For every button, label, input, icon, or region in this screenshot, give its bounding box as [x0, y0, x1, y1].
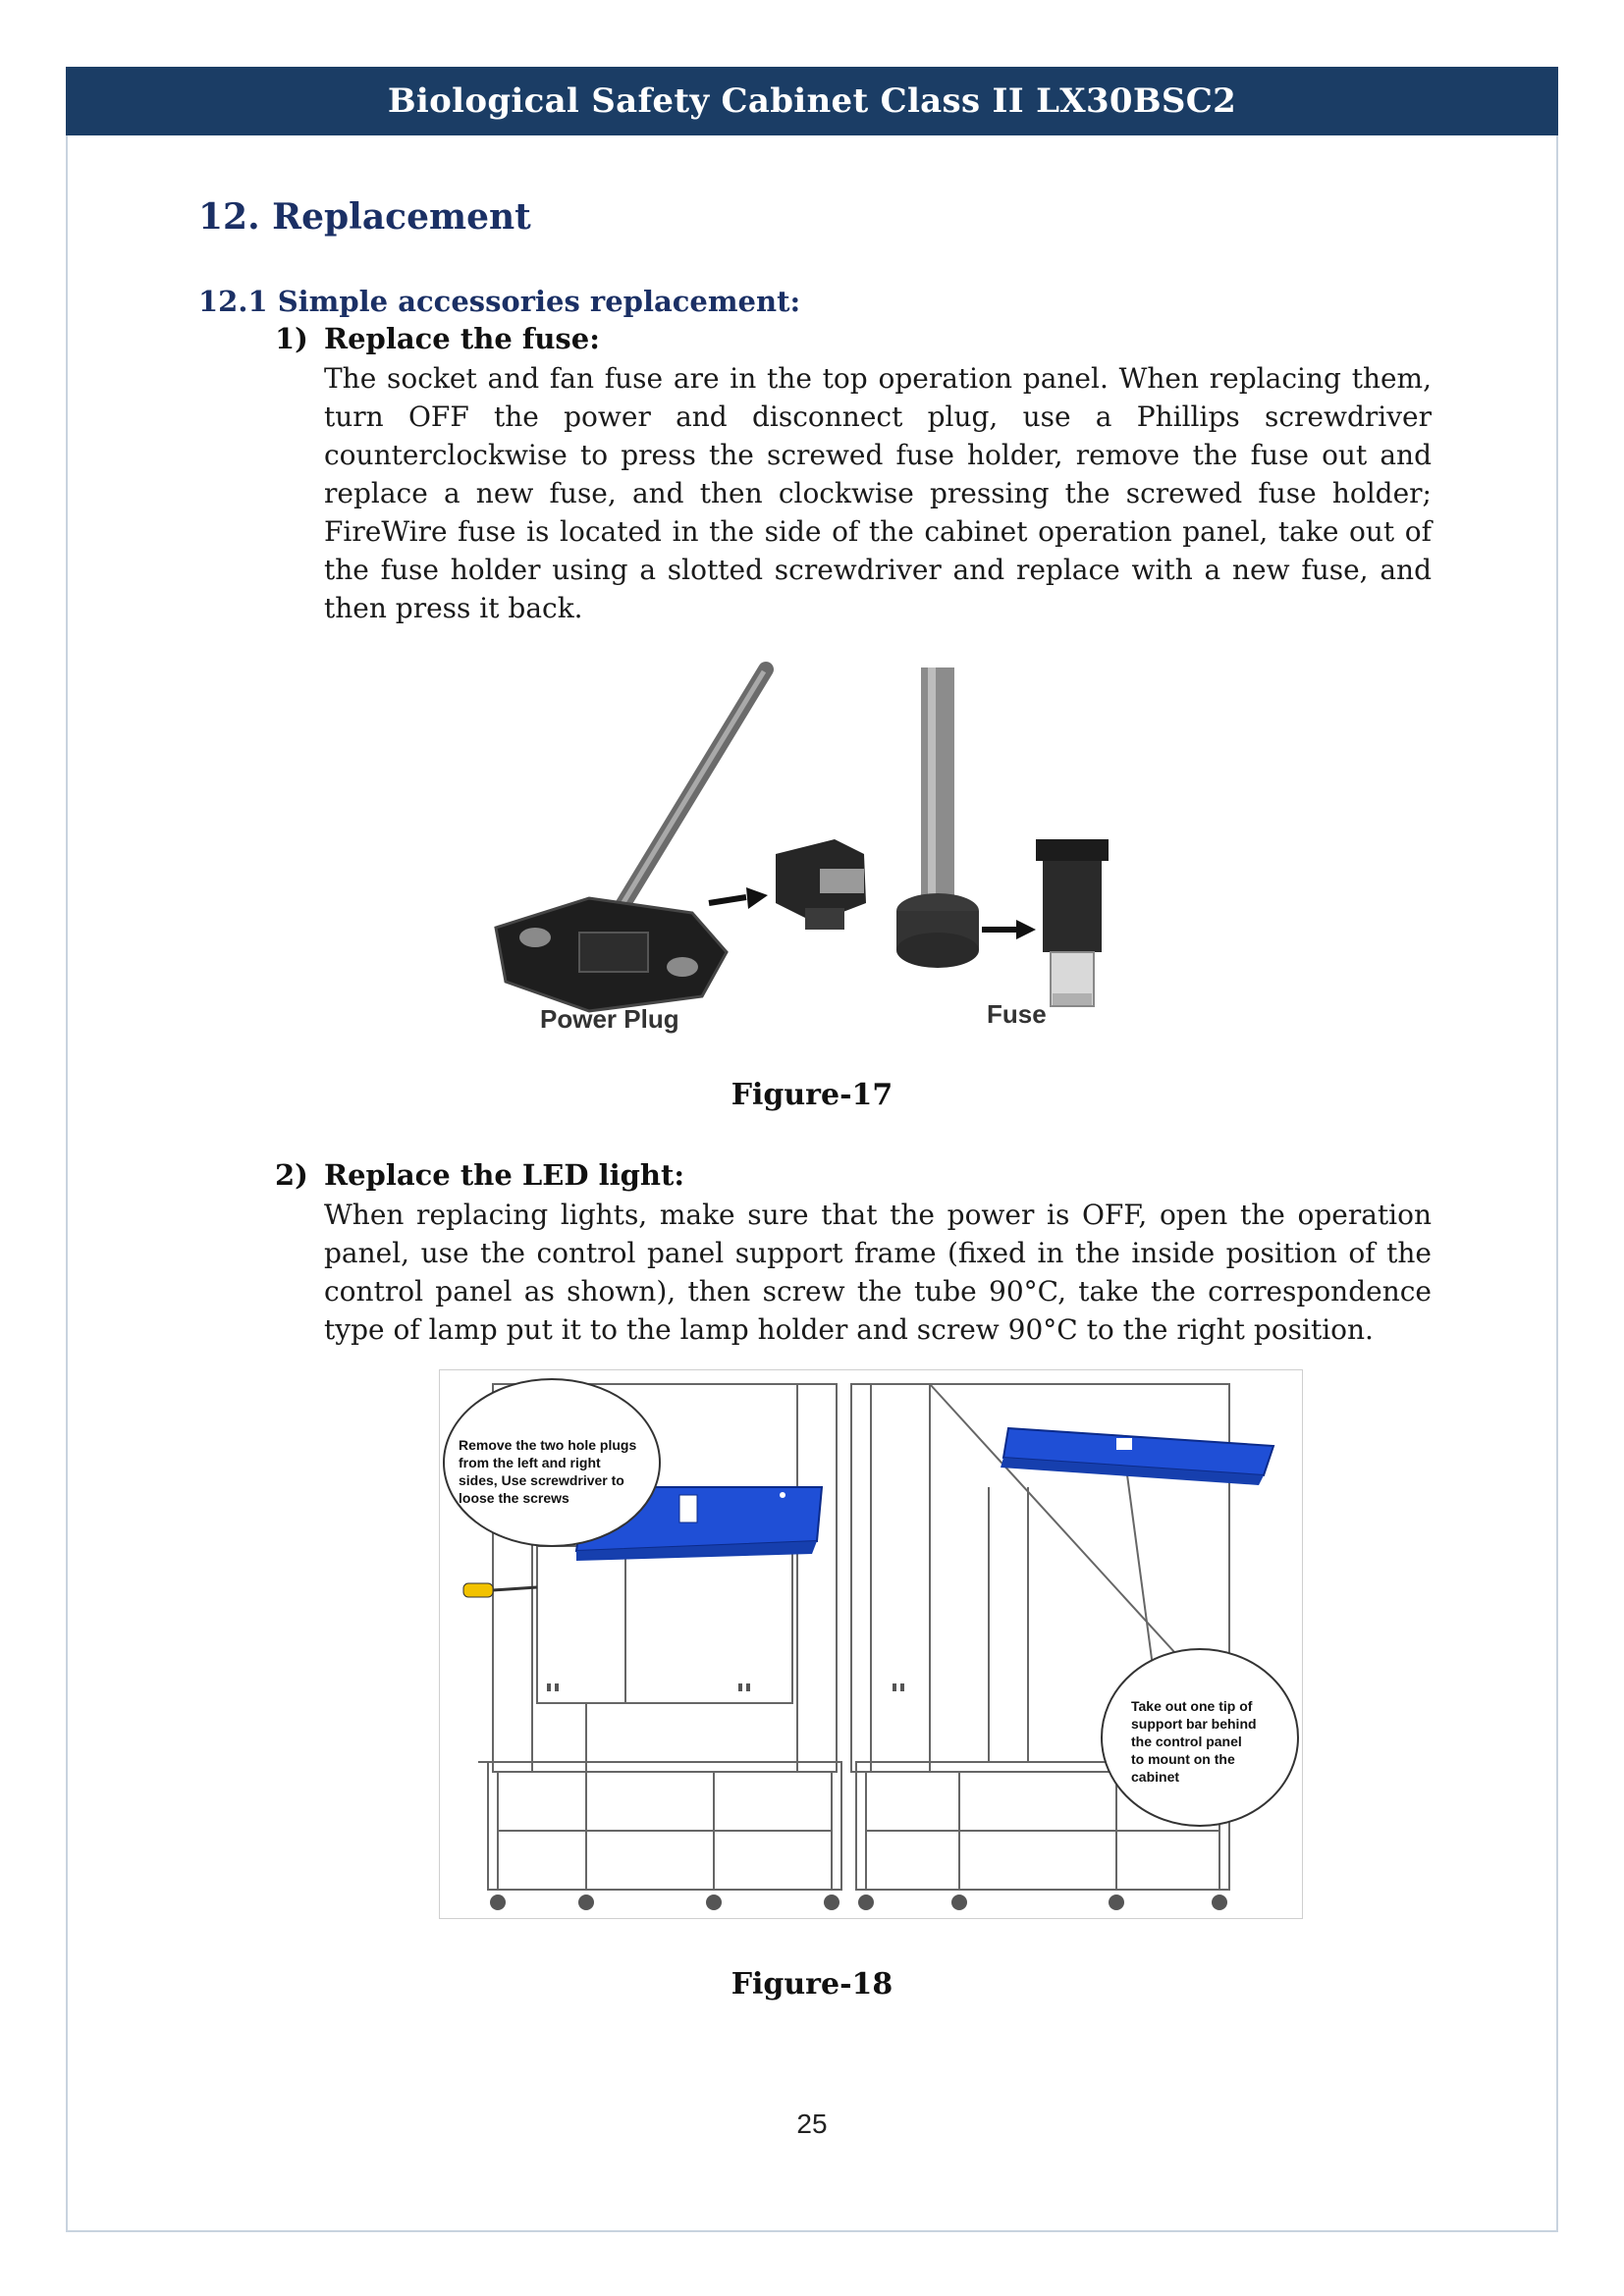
- figure-17-label-power-plug: Power Plug: [540, 1004, 679, 1034]
- item-1-heading: [275, 322, 600, 355]
- figure-18-bubble-right-line-3: the control panel: [1131, 1734, 1242, 1749]
- figure-18-bubble-left-line-1: Remove the two hole plugs: [459, 1437, 637, 1453]
- figure-18-bubble-right-line-1: Take out one tip of: [1131, 1698, 1253, 1714]
- page-number: 25: [796, 2109, 828, 2139]
- figure-18-bubble-left-line-4: loose the screws: [459, 1490, 569, 1506]
- figure-18-bubble-right-line-4: to mount on the: [1131, 1751, 1235, 1767]
- figure-17-label-fuse: Fuse: [987, 999, 1047, 1029]
- item-1-number: 1): [275, 322, 308, 355]
- item-2-heading: [275, 1158, 684, 1192]
- figure-18-caption: Figure-18: [731, 1967, 893, 2002]
- document-header: [66, 67, 1558, 135]
- subsection-title: 12.1 Simple accessories replacement:: [198, 285, 801, 318]
- item-2-title: Replace the LED light:: [324, 1158, 685, 1192]
- figure-18-bubble-left-line-2: from the left and right: [459, 1455, 601, 1470]
- figure-17-image: [481, 658, 1168, 1041]
- figure-18-bubble-right-line-5: cabinet: [1131, 1769, 1180, 1785]
- figure-18-bubble-right-line-2: support bar behind: [1131, 1716, 1257, 1732]
- item-2-number: 2): [275, 1158, 308, 1192]
- item-2-paragraph: When replacing lights, make sure that the power is OFF, open the operation panel, use the control panel support frame (fixed in the inside position of the control panel as shown), then screw the tube 90°C, take the correspondence type of lamp put it to the lamp holder and screw 90°C to the right position.: [324, 1199, 1432, 1346]
- figure-18-image: [439, 1369, 1303, 1919]
- figure-18-bubble-left-line-3: sides, Use screwdriver to: [459, 1472, 624, 1488]
- header-title: Biological Safety Cabinet Class II LX30BSC2: [387, 81, 1237, 121]
- item-1-title: Replace the fuse:: [324, 322, 600, 355]
- section-title: 12. Replacement: [198, 196, 531, 238]
- figure-17-caption: Figure-17: [731, 1078, 893, 1112]
- item-1-paragraph: The socket and fan fuse are in the top operation panel. When replacing them, turn OFF the power and disconnect plug, use a Phillips screwdriver counterclockwise to press the screwed fuse holder, remove the fuse out and replace a new fuse, and then clockwise pressing the screwed fuse holder; FireWire fuse is located in the side of the cabinet operation panel, take out of the fuse holder using a slotted screwdriver and replace with a new fuse, and then press it back.: [324, 362, 1432, 624]
